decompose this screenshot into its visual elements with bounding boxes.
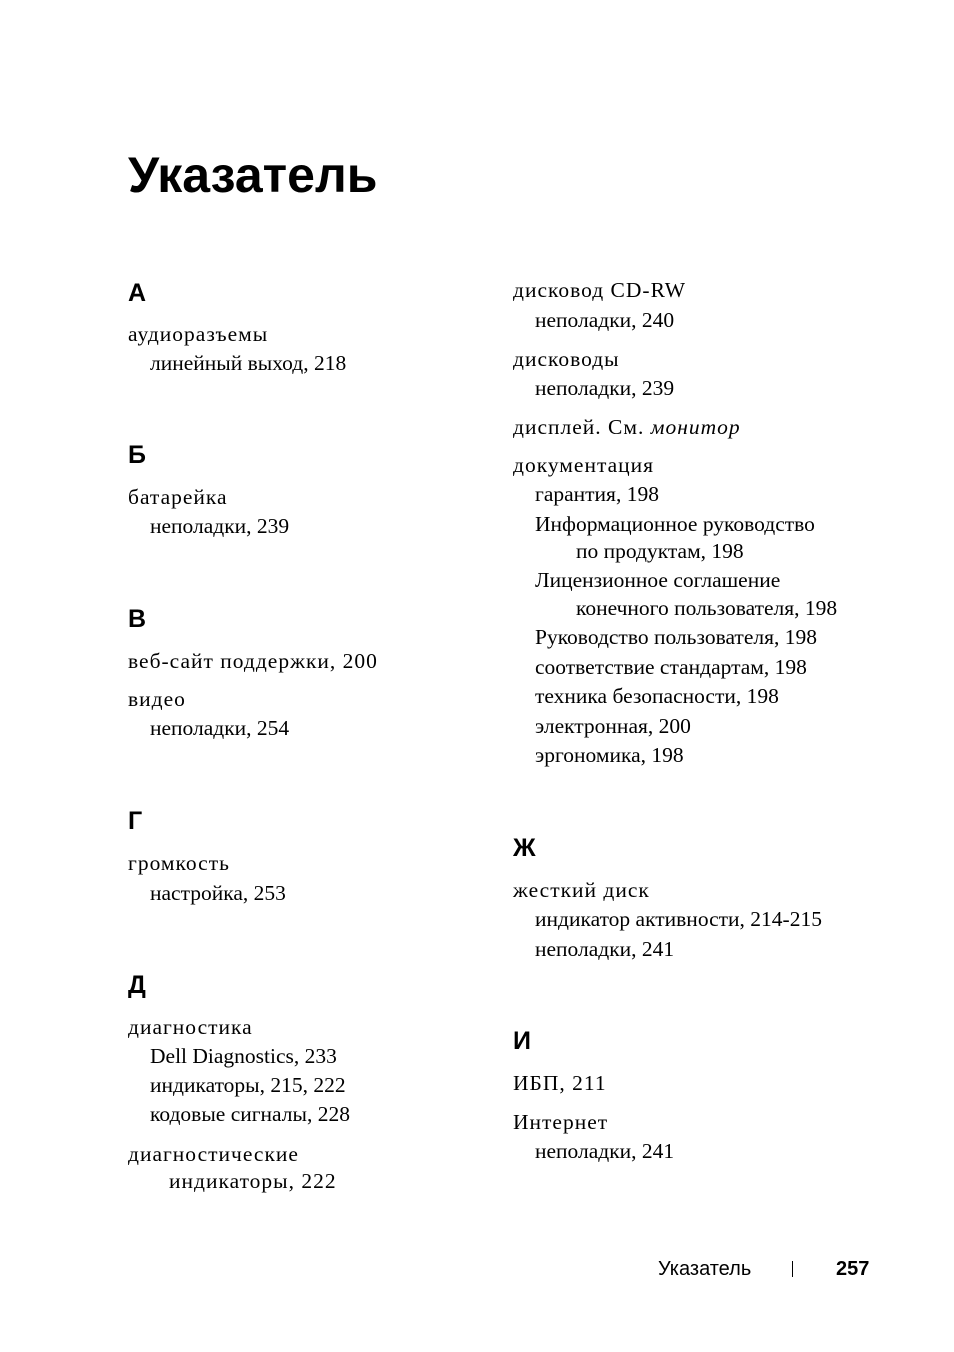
index-subentry: Руководство пользователя, 198	[535, 625, 817, 649]
index-entry: веб-сайт поддержки, 200	[128, 649, 378, 673]
index-subentry: эргономика, 198	[535, 743, 684, 767]
index-subentry: соответствие стандартам, 198	[535, 655, 807, 679]
cross-reference: монитор	[650, 415, 741, 439]
index-entry-continuation: индикаторы, 222	[169, 1169, 337, 1193]
index-entry: диагностические	[128, 1142, 299, 1166]
index-subentry: настройка, 253	[150, 881, 286, 905]
index-entry: дисковод CD-RW	[513, 278, 687, 302]
section-letter-v: В	[128, 605, 147, 633]
index-subentry-continuation: конечного пользователя, 198	[576, 596, 838, 620]
page-title: Указатель	[128, 147, 378, 203]
index-entry: Интернет	[513, 1110, 609, 1134]
index-subentry: кодовые сигналы, 228	[150, 1102, 350, 1126]
section-letter-d: Д	[128, 971, 146, 999]
index-entry: диагностика	[128, 1015, 253, 1039]
index-entry: жесткий диск	[513, 878, 650, 902]
index-subentry: неполадки, 239	[150, 514, 290, 538]
section-letter-zh: Ж	[513, 834, 536, 862]
section-letter-a: А	[128, 279, 147, 307]
page-number: 257	[836, 1258, 870, 1280]
index-entry: громкость	[128, 851, 230, 875]
index-entry: аудиоразъемы	[128, 322, 269, 346]
index-subentry: неполадки, 239	[535, 376, 675, 400]
index-subentry: неполадки, 241	[535, 1139, 675, 1163]
index-subentry: Информационное руководство	[535, 512, 815, 536]
index-entry: ИБП, 211	[513, 1071, 607, 1095]
index-subentry: техника безопасности, 198	[535, 684, 779, 708]
index-subentry: неполадки, 254	[150, 716, 290, 740]
section-letter-g: Г	[128, 807, 143, 835]
footer-divider	[792, 1261, 793, 1277]
index-subentry: индикаторы, 215, 222	[150, 1073, 346, 1097]
index-entry-text: дисплей. См.	[513, 415, 651, 439]
footer-section-label: Указатель	[658, 1258, 752, 1280]
index-entry: документация	[513, 453, 655, 477]
section-letter-i: И	[513, 1027, 531, 1055]
index-subentry: гарантия, 198	[535, 482, 659, 506]
index-subentry: неполадки, 240	[535, 308, 675, 332]
index-subentry: Dell Diagnostics, 233	[150, 1044, 337, 1068]
index-subentry: электронная, 200	[535, 714, 691, 738]
index-entry: видео	[128, 687, 186, 711]
index-entry: дисководы	[513, 347, 620, 371]
index-entry	[513, 413, 741, 441]
section-letter-b: Б	[128, 441, 146, 469]
index-entry: батарейка	[128, 485, 228, 509]
index-subentry: Лицензионное соглашение	[535, 568, 781, 592]
index-subentry: линейный выход, 218	[150, 351, 347, 375]
index-subentry: неполадки, 241	[535, 937, 675, 961]
index-subentry-continuation: по продуктам, 198	[576, 539, 744, 563]
index-subentry: индикатор активности, 214-215	[535, 907, 822, 931]
